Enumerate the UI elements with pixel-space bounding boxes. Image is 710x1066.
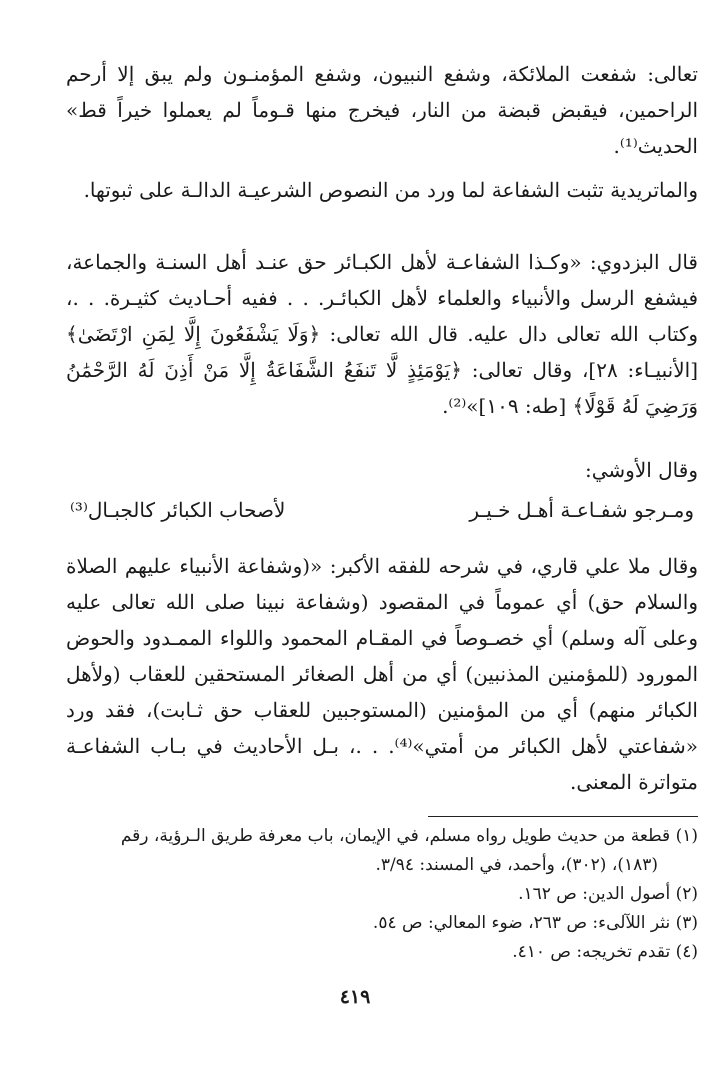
- paragraph-maturidiyya: والماتريدية تثبت الشفاعة لما ورد من النصوص الشرعيـة الدالـة على ثبوتها.: [83, 178, 698, 202]
- footnote-separator: [428, 816, 698, 817]
- footnotes: [66, 822, 698, 967]
- footnote-1: (١) قطعة من حديث طويل رواه مسلم، في الإيمان، باب معرفة طريق الـرؤية، رقم: [120, 826, 698, 846]
- paragraph-awshi-intro: وقال الأوشي:: [585, 458, 698, 482]
- page-number: ٤١٩: [339, 986, 371, 1008]
- verse-right-hemistich: ومـرجو شفـاعـة أهـل خـيـر: [469, 498, 694, 522]
- paragraph-hadith-end: تعالى: شفعت الملائكة، وشفع النبيون، وشفع المؤمنـون ولم يبق إلا أرحم الراحمين، فيقبض قبضة من النار، فيخرج منها قـوماً لم يعملوا خيراً قط» الحديث⁽¹⁾.: [66, 62, 698, 158]
- footnote-3: (٣) نثر اللآلىء: ص ٢٦٣، ضوء المعالي: ص ٥٤.: [372, 913, 698, 933]
- footnote-2: (٢) أصول الدين: ص ١٦٢.: [518, 884, 698, 904]
- poetry-verse: [66, 492, 698, 528]
- footnote-1-continued: (١٨٣)، (٣٠٢)، وأحمد، في المسند: ٣/٩٤.: [375, 855, 658, 875]
- paragraph-mulla-ali-qari: وقال ملا علي قاري، في شرحه للفقه الأكبر: «(وشفاعة الأنبياء عليهم الصلاة والسلام حق) أي عموماً في المقصود (وشفاعة نبينا صلى الله تعالى عليه وعلى آله وسلم) أي خصـوصاً في المقـام المحمود واللواء الممـدود والحوض المورود (للمؤمنين المذنبين) أي من أهل الصغائر المستحقين للعقاب (ولأهل الكبائر منهم) أي من المؤمنين (المستوجبين للعقاب حق ثـابت)، فقد ورد «شفاعتي لأهل الكبائر من أمتي»⁽⁴⁾. . .، بـل الأحاديث في بـاب الشفاعـة متواترة المعنى.: [66, 554, 699, 794]
- verse-left-hemistich: لأصحاب الكبائر كالجبـال⁽³⁾: [70, 498, 286, 522]
- paragraph-bazdawi: قال البزدوي: «وكـذا الشفاعـة لأهل الكبـائر حق عنـد أهل السنـة والجماعة، فيشفع الرسل والأنبياء والعلماء لأهل الكبائـر. . . ففيه أحـاديث كثيـرة. . .، وكتاب الله تعالى دال عليه. قال الله تعالى: ﴿وَلَا يَشْفَعُونَ إِلَّا لِمَنِ ارْتَضَىٰ﴾ [الأنبيـاء: ٢٨]، وقال تعالى: ﴿يَوْمَئِذٍ لَّا تَنفَعُ الشَّفَاعَةُ إِلَّا مَنْ أَذِنَ لَهُ الرَّحْمَٰنُ وَرَضِيَ لَهُ قَوْلًا﴾ [طه: ١٠٩]»⁽²⁾.: [66, 250, 698, 418]
- footnote-4: (٤) تقدم تخريجه: ص ٤١٠.: [512, 942, 698, 962]
